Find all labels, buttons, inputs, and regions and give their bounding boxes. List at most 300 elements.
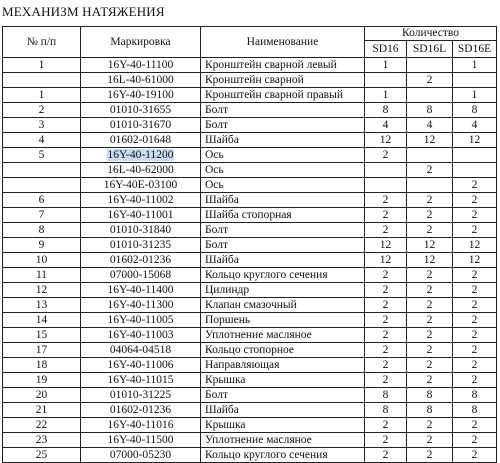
cell-marking xyxy=(81,178,201,193)
cell-num xyxy=(3,298,81,313)
cell-qty-sd16e-text: 8 xyxy=(471,403,478,416)
cell-qty-sd16e xyxy=(453,193,497,208)
cell-marking-text: 16Y-40-11003 xyxy=(107,328,174,341)
cell-qty-sd16l xyxy=(407,163,453,178)
cell-num-text: 15 xyxy=(35,328,48,341)
cell-marking-text: 16L-40-61000 xyxy=(107,73,174,86)
cell-qty-sd16l xyxy=(407,223,453,238)
cell-marking-text: 16Y-40-11006 xyxy=(107,358,174,371)
cell-qty-sd16-text: 2 xyxy=(382,193,389,206)
cell-name xyxy=(201,208,365,223)
cell-qty-sd16l-text: 8 xyxy=(426,388,433,401)
table-row xyxy=(3,178,497,193)
cell-qty-sd16 xyxy=(365,163,407,178)
cell-qty-sd16l xyxy=(407,313,453,328)
cell-qty-sd16-text: 2 xyxy=(382,343,389,356)
cell-num-text: 18 xyxy=(35,358,48,371)
cell-name xyxy=(201,448,365,463)
cell-name-text: Крышка xyxy=(205,373,246,386)
cell-qty-sd16e xyxy=(453,58,497,73)
cell-qty-sd16l xyxy=(407,283,453,298)
cell-qty-sd16e xyxy=(453,283,497,298)
cell-name-text: Шайба xyxy=(205,253,239,266)
cell-qty-sd16l-text: 2 xyxy=(426,73,433,86)
cell-marking xyxy=(81,118,201,133)
header-model-sd16e: SD16E xyxy=(453,41,497,58)
cell-qty-sd16e-text: 2 xyxy=(471,418,478,431)
table-row xyxy=(3,418,497,433)
cell-name-text: Кольцо стопорное xyxy=(205,343,294,356)
cell-qty-sd16e xyxy=(453,178,497,193)
cell-qty-sd16-text: 2 xyxy=(382,298,389,311)
table-row xyxy=(3,193,497,208)
cell-num xyxy=(3,283,81,298)
cell-qty-sd16e xyxy=(453,298,497,313)
cell-qty-sd16-text: 2 xyxy=(382,223,389,236)
cell-num xyxy=(3,373,81,388)
cell-qty-sd16l xyxy=(407,343,453,358)
header-name: Наименование xyxy=(201,27,365,58)
cell-qty-sd16-text: 2 xyxy=(382,148,389,161)
cell-marking xyxy=(81,298,201,313)
cell-qty-sd16e-text: 2 xyxy=(471,208,478,221)
cell-qty-sd16l xyxy=(407,403,453,418)
cell-qty-sd16e-text: 2 xyxy=(471,328,478,341)
cell-marking-text: 01602-01236 xyxy=(109,253,172,266)
cell-qty-sd16l xyxy=(407,148,453,163)
cell-name xyxy=(201,178,365,193)
cell-name xyxy=(201,103,365,118)
cell-qty-sd16l xyxy=(407,373,453,388)
cell-num xyxy=(3,178,81,193)
cell-qty-sd16l-text: 2 xyxy=(426,223,433,236)
cell-name xyxy=(201,328,365,343)
cell-marking-text: 01602-01236 xyxy=(109,403,172,416)
cell-qty-sd16 xyxy=(365,448,407,463)
cell-num xyxy=(3,208,81,223)
cell-qty-sd16l xyxy=(407,298,453,313)
cell-marking xyxy=(81,283,201,298)
cell-qty-sd16e xyxy=(453,358,497,373)
cell-num xyxy=(3,163,81,178)
cell-num xyxy=(3,133,81,148)
cell-qty-sd16 xyxy=(365,343,407,358)
header-model-sd16l: SD16L xyxy=(407,41,453,58)
cell-qty-sd16e xyxy=(453,253,497,268)
cell-qty-sd16l xyxy=(407,193,453,208)
cell-qty-sd16-text: 1 xyxy=(382,88,389,101)
cell-name-text: Болт xyxy=(205,388,228,401)
table-row xyxy=(3,313,497,328)
cell-num xyxy=(3,328,81,343)
cell-name-text: Ось xyxy=(205,163,224,176)
cell-qty-sd16 xyxy=(365,373,407,388)
table-row xyxy=(3,343,497,358)
cell-qty-sd16e xyxy=(453,163,497,178)
cell-qty-sd16l-text: 2 xyxy=(426,298,433,311)
cell-qty-sd16-text: 4 xyxy=(382,118,389,131)
cell-qty-sd16e-text: 2 xyxy=(471,433,478,446)
cell-qty-sd16 xyxy=(365,283,407,298)
cell-num-text: 12 xyxy=(35,283,48,296)
cell-num xyxy=(3,223,81,238)
cell-name xyxy=(201,418,365,433)
cell-qty-sd16 xyxy=(365,418,407,433)
cell-qty-sd16 xyxy=(365,73,407,88)
cell-name xyxy=(201,73,365,88)
parts-table xyxy=(2,26,497,463)
cell-qty-sd16l xyxy=(407,328,453,343)
cell-qty-sd16e-text: 2 xyxy=(471,268,478,281)
cell-qty-sd16 xyxy=(365,193,407,208)
cell-marking-text: 16Y-40-11500 xyxy=(107,433,174,446)
cell-qty-sd16l-text: 2 xyxy=(426,448,433,461)
cell-qty-sd16 xyxy=(365,358,407,373)
cell-qty-sd16l-text: 8 xyxy=(426,103,433,116)
cell-name xyxy=(201,313,365,328)
cell-marking-text: 16Y-40-11300 xyxy=(107,298,174,311)
table-row xyxy=(3,253,497,268)
cell-qty-sd16l xyxy=(407,433,453,448)
cell-qty-sd16e-text: 2 xyxy=(471,343,478,356)
cell-qty-sd16e xyxy=(453,103,497,118)
cell-name-text: Кронштейн сварной xyxy=(205,73,304,86)
cell-qty-sd16e xyxy=(453,223,497,238)
cell-qty-sd16l-text: 2 xyxy=(426,328,433,341)
cell-marking xyxy=(81,403,201,418)
cell-marking xyxy=(81,193,201,208)
cell-qty-sd16-text: 12 xyxy=(379,238,392,251)
cell-qty-sd16e-text: 12 xyxy=(468,253,481,266)
table-row xyxy=(3,268,497,283)
cell-qty-sd16l-text: 2 xyxy=(426,433,433,446)
cell-name-text: Болт xyxy=(205,223,228,236)
cell-qty-sd16e xyxy=(453,148,497,163)
cell-qty-sd16-text: 2 xyxy=(382,268,389,281)
cell-qty-sd16e-text: 12 xyxy=(468,133,481,146)
cell-qty-sd16l xyxy=(407,73,453,88)
cell-qty-sd16l-text: 2 xyxy=(426,208,433,221)
cell-name-text: Кольцо круглого сечения xyxy=(205,448,328,461)
cell-qty-sd16e-text: 12 xyxy=(468,238,481,251)
cell-marking-text: 04064-04518 xyxy=(109,343,172,356)
cell-name xyxy=(201,118,365,133)
cell-qty-sd16l-text: 2 xyxy=(426,268,433,281)
table-row xyxy=(3,448,497,463)
cell-name xyxy=(201,253,365,268)
cell-name xyxy=(201,88,365,103)
cell-marking xyxy=(81,448,201,463)
cell-qty-sd16l-text: 2 xyxy=(426,193,433,206)
cell-num-text: 25 xyxy=(35,448,48,461)
cell-qty-sd16 xyxy=(365,178,407,193)
cell-qty-sd16e-text: 2 xyxy=(471,298,478,311)
cell-qty-sd16 xyxy=(365,268,407,283)
cell-qty-sd16-text: 8 xyxy=(382,388,389,401)
cell-qty-sd16 xyxy=(365,313,407,328)
cell-qty-sd16l xyxy=(407,208,453,223)
cell-qty-sd16l xyxy=(407,358,453,373)
cell-marking-text: 16Y-40-11002 xyxy=(107,193,174,206)
cell-name-text: Кольцо круглого сечения xyxy=(205,268,328,281)
cell-qty-sd16l xyxy=(407,238,453,253)
cell-qty-sd16l xyxy=(407,448,453,463)
header-num: № п/п xyxy=(3,27,81,58)
cell-marking-text: 16Y-40E-03100 xyxy=(103,178,178,191)
cell-qty-sd16l-text: 2 xyxy=(426,373,433,386)
cell-qty-sd16 xyxy=(365,208,407,223)
cell-num-text: 9 xyxy=(38,238,45,251)
cell-marking-text: 16Y-40-11400 xyxy=(107,283,174,296)
cell-marking xyxy=(81,418,201,433)
cell-qty-sd16-text: 2 xyxy=(382,328,389,341)
cell-qty-sd16 xyxy=(365,103,407,118)
cell-num xyxy=(3,118,81,133)
cell-num-text: 19 xyxy=(35,373,48,386)
cell-qty-sd16e-text: 1 xyxy=(471,58,478,71)
cell-qty-sd16e xyxy=(453,403,497,418)
cell-name-text: Цилиндр xyxy=(205,283,250,296)
cell-qty-sd16e-text: 8 xyxy=(471,103,478,116)
cell-qty-sd16e-text: 2 xyxy=(471,178,478,191)
cell-num xyxy=(3,358,81,373)
cell-qty-sd16e-text: 2 xyxy=(471,193,478,206)
cell-qty-sd16e-text: 2 xyxy=(471,448,478,461)
table-row xyxy=(3,208,497,223)
table-row xyxy=(3,433,497,448)
cell-qty-sd16e xyxy=(453,118,497,133)
cell-num xyxy=(3,58,81,73)
cell-name xyxy=(201,223,365,238)
cell-qty-sd16l-text: 12 xyxy=(423,238,436,251)
cell-marking xyxy=(81,208,201,223)
cell-name-text: Болт xyxy=(205,103,228,116)
table-row xyxy=(3,358,497,373)
cell-name-text: Крышка xyxy=(205,418,246,431)
cell-name xyxy=(201,163,365,178)
cell-qty-sd16e-text: 8 xyxy=(471,388,478,401)
cell-marking-text: 07000-15068 xyxy=(109,268,172,281)
cell-num-text: 22 xyxy=(35,418,48,431)
cell-qty-sd16 xyxy=(365,388,407,403)
cell-qty-sd16 xyxy=(365,298,407,313)
cell-marking xyxy=(81,373,201,388)
cell-marking-text: 01010-31225 xyxy=(109,388,172,401)
cell-qty-sd16l-text: 2 xyxy=(426,283,433,296)
cell-num-text: 23 xyxy=(35,433,48,446)
cell-qty-sd16-text: 2 xyxy=(382,313,389,326)
cell-qty-sd16e xyxy=(453,388,497,403)
cell-name xyxy=(201,268,365,283)
cell-qty-sd16e xyxy=(453,73,497,88)
cell-marking xyxy=(81,388,201,403)
cell-num xyxy=(3,313,81,328)
cell-marking-text: 16Y-40-19100 xyxy=(107,88,174,101)
cell-qty-sd16e xyxy=(453,313,497,328)
cell-marking-text: 16Y-40-11016 xyxy=(107,418,174,431)
cell-num-text: 21 xyxy=(35,403,48,416)
cell-qty-sd16e xyxy=(453,268,497,283)
cell-qty-sd16l xyxy=(407,103,453,118)
cell-marking xyxy=(81,433,201,448)
cell-qty-sd16e-text: 2 xyxy=(471,358,478,371)
cell-name xyxy=(201,58,365,73)
cell-qty-sd16e xyxy=(453,373,497,388)
cell-qty-sd16l xyxy=(407,268,453,283)
table-row xyxy=(3,73,497,88)
cell-name-text: Шайба xyxy=(205,403,239,416)
cell-num-text: 10 xyxy=(35,253,48,266)
cell-qty-sd16e-text: 2 xyxy=(471,373,478,386)
cell-num-text: 5 xyxy=(38,148,45,161)
cell-marking-text: 01010-31670 xyxy=(109,118,172,131)
cell-qty-sd16-text: 2 xyxy=(382,433,389,446)
table-row xyxy=(3,223,497,238)
cell-qty-sd16-text: 2 xyxy=(382,373,389,386)
cell-num xyxy=(3,103,81,118)
cell-marking-text: 16Y-40-11100 xyxy=(107,58,174,71)
cell-marking xyxy=(81,328,201,343)
cell-name-text: Кронштейн сварной правый xyxy=(205,88,343,101)
cell-qty-sd16l xyxy=(407,418,453,433)
cell-qty-sd16e xyxy=(453,88,497,103)
cell-name xyxy=(201,358,365,373)
cell-qty-sd16e xyxy=(453,328,497,343)
table-row xyxy=(3,133,497,148)
cell-qty-sd16l xyxy=(407,178,453,193)
cell-marking xyxy=(81,58,201,73)
cell-name-text: Поршень xyxy=(205,313,251,326)
cell-qty-sd16-text: 8 xyxy=(382,403,389,416)
cell-name xyxy=(201,388,365,403)
header-model-sd16: SD16 xyxy=(365,41,407,58)
cell-num xyxy=(3,148,81,163)
cell-marking xyxy=(81,268,201,283)
cell-marking-text: 16Y-40-11001 xyxy=(107,208,174,221)
table-row xyxy=(3,118,497,133)
header-quantity: Количество xyxy=(365,27,497,41)
cell-marking xyxy=(81,88,201,103)
cell-qty-sd16e xyxy=(453,133,497,148)
cell-marking xyxy=(81,73,201,88)
cell-marking-text: 16L-40-62000 xyxy=(107,163,174,176)
cell-qty-sd16l xyxy=(407,118,453,133)
cell-num-text: 3 xyxy=(38,118,45,131)
cell-num-text: 6 xyxy=(38,193,45,206)
cell-marking xyxy=(81,253,201,268)
cell-name-text: Ось xyxy=(205,178,224,191)
cell-num xyxy=(3,88,81,103)
cell-name xyxy=(201,373,365,388)
cell-marking-text: 01010-31235 xyxy=(109,238,172,251)
cell-qty-sd16 xyxy=(365,88,407,103)
cell-qty-sd16l-text: 2 xyxy=(426,418,433,431)
cell-num-text: 1 xyxy=(38,58,45,71)
cell-name xyxy=(201,133,365,148)
cell-marking-text: 16Y-40-11015 xyxy=(107,373,174,386)
cell-qty-sd16-text: 8 xyxy=(382,103,389,116)
cell-num-text: 7 xyxy=(38,208,45,221)
table-row xyxy=(3,58,497,73)
cell-qty-sd16l-text: 12 xyxy=(423,133,436,146)
cell-qty-sd16 xyxy=(365,133,407,148)
cell-qty-sd16-text: 2 xyxy=(382,358,389,371)
cell-qty-sd16e xyxy=(453,448,497,463)
cell-num-text: 11 xyxy=(35,268,48,281)
cell-marking xyxy=(81,133,201,148)
cell-num-text: 20 xyxy=(35,388,48,401)
cell-marking xyxy=(81,163,201,178)
cell-qty-sd16l-text: 4 xyxy=(426,118,433,131)
cell-name xyxy=(201,343,365,358)
cell-qty-sd16-text: 2 xyxy=(382,283,389,296)
cell-qty-sd16 xyxy=(365,253,407,268)
cell-name xyxy=(201,298,365,313)
cell-qty-sd16l-text: 12 xyxy=(423,253,436,266)
cell-qty-sd16 xyxy=(365,403,407,418)
cell-qty-sd16 xyxy=(365,328,407,343)
cell-name-text: Уплотнение масляное xyxy=(205,433,312,446)
cell-num-text: 17 xyxy=(35,343,48,356)
table-row xyxy=(3,403,497,418)
cell-marking-text: 16Y-40-11005 xyxy=(107,313,174,326)
cell-name-text: Болт xyxy=(205,118,228,131)
table-row xyxy=(3,163,497,178)
cell-name xyxy=(201,403,365,418)
cell-qty-sd16-text: 1 xyxy=(382,58,389,71)
cell-num xyxy=(3,418,81,433)
cell-num xyxy=(3,448,81,463)
cell-name-text: Шайба стопорная xyxy=(205,208,292,221)
cell-name-text: Клапан смазочный xyxy=(205,298,297,311)
cell-qty-sd16l xyxy=(407,88,453,103)
cell-qty-sd16l xyxy=(407,253,453,268)
table-row xyxy=(3,283,497,298)
page-title: МЕХАНИЗМ НАТЯЖЕНИЯ xyxy=(2,4,165,19)
cell-name xyxy=(201,148,365,163)
cell-name-text: Болт xyxy=(205,238,228,251)
cell-name xyxy=(201,283,365,298)
cell-marking xyxy=(81,103,201,118)
cell-name-text: Кронштейн сварной левый xyxy=(205,58,337,71)
cell-qty-sd16 xyxy=(365,148,407,163)
cell-qty-sd16-text: 2 xyxy=(382,418,389,431)
cell-marking-text: 07000-05230 xyxy=(109,448,172,461)
cell-qty-sd16e xyxy=(453,433,497,448)
cell-marking-text: 16Y-40-11200 xyxy=(107,148,174,161)
cell-marking xyxy=(81,148,201,163)
cell-qty-sd16e xyxy=(453,238,497,253)
cell-num-text: 4 xyxy=(38,133,45,146)
cell-qty-sd16e-text: 2 xyxy=(471,313,478,326)
cell-num xyxy=(3,343,81,358)
cell-name xyxy=(201,193,365,208)
cell-marking-text: 01010-31840 xyxy=(109,223,172,236)
cell-num-text: 8 xyxy=(38,223,45,236)
cell-qty-sd16-text: 12 xyxy=(379,253,392,266)
cell-num-text: 2 xyxy=(38,103,45,116)
cell-qty-sd16e-text: 2 xyxy=(471,223,478,236)
table-row xyxy=(3,148,497,163)
cell-name xyxy=(201,433,365,448)
cell-qty-sd16l xyxy=(407,58,453,73)
cell-num xyxy=(3,253,81,268)
table-row xyxy=(3,238,497,253)
cell-name-text: Ось xyxy=(205,148,224,161)
cell-marking xyxy=(81,238,201,253)
cell-qty-sd16e xyxy=(453,418,497,433)
cell-num xyxy=(3,403,81,418)
